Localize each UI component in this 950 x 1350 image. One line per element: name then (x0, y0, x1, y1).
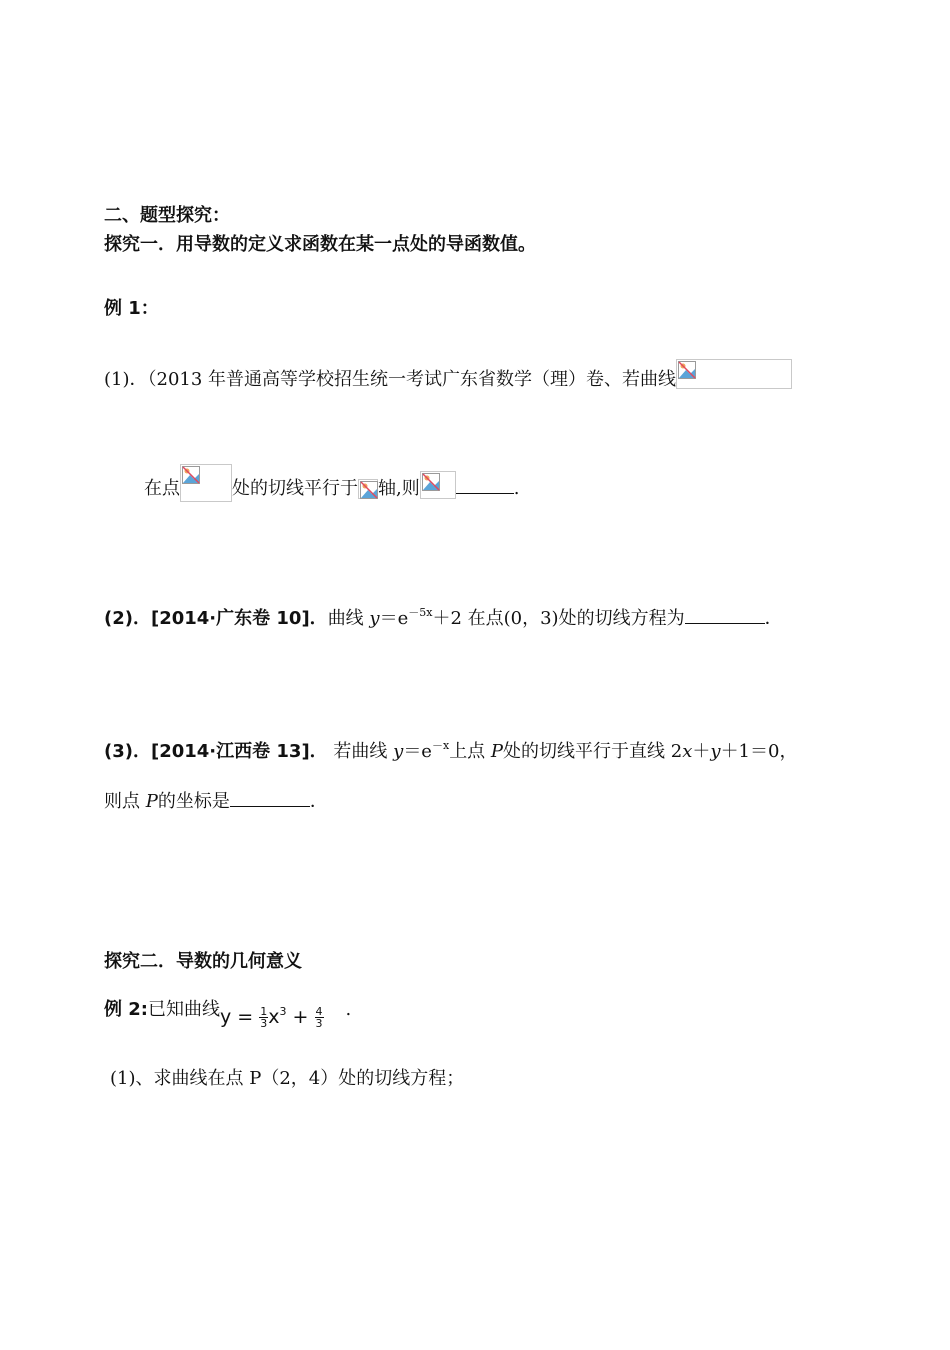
example2-line (104, 997, 352, 1030)
q2-end: ． (764, 608, 783, 629)
q3-exponent: －x (431, 739, 450, 752)
q3-line2 (104, 790, 328, 814)
q3-var-p: P (490, 741, 504, 762)
inquiry1-title: 探究一．用导数的定义求函数在某一点处的导函数值。 (104, 234, 536, 255)
q1-text-d: 轴,则 (378, 478, 420, 499)
q2-text-a: 曲线 (327, 608, 370, 629)
broken-image-icon (422, 473, 440, 491)
formula-x: x (268, 1006, 280, 1028)
fraction-four-thirds: $\frac{4}{3}$ (315, 1005, 323, 1030)
q2-eq-e: ＝e (379, 608, 409, 629)
q2-text-b: ＋2 在点(0，3)处的切线方程为 (432, 608, 685, 629)
q1-line2 (144, 470, 519, 508)
q3-text-c: 处的切线平行于直线 2 (503, 741, 683, 762)
curve-formula (220, 1006, 324, 1028)
q3-var-y2: y (710, 741, 721, 762)
q2-exponent: －5x (408, 606, 433, 619)
q3-label: (3)．[2014·江西卷 13]． (104, 741, 328, 762)
broken-image-icon (678, 361, 696, 379)
q3-var-y: y (393, 741, 404, 762)
q3-text-b: 上点 (449, 741, 491, 762)
q3-line2-p: P (145, 791, 158, 812)
section-heading: 二、题型探究： (104, 205, 230, 226)
example1-label: 例 1： (104, 298, 159, 319)
q3-var-x: x (682, 741, 693, 762)
q2-label: (2)．[2014·广东卷 10]． (104, 608, 328, 629)
formula-y: y = (220, 1006, 260, 1028)
answer-blank (456, 477, 514, 494)
q2-var-y: y (369, 608, 380, 629)
q3-text-a: 若曲线 (327, 741, 394, 762)
ex2-subquestion-1: (1)、求曲线在点 P（2，4）处的切线方程； (110, 1068, 465, 1089)
point-image-placeholder (180, 464, 232, 502)
q3-text-d: ＋ (692, 741, 711, 762)
answer-blank (685, 607, 765, 624)
ex2-text-a: 已知曲线 (148, 999, 220, 1020)
q3-text-e: ＋1＝0， (720, 741, 798, 762)
fraction-one-third: $\frac{1}{3}$ (260, 1005, 268, 1030)
q1-text-b: 在点 (144, 478, 180, 499)
q1-line1 (104, 365, 792, 395)
q3-line2-b: 的坐标是 (157, 791, 230, 812)
example2-label: 例 2: (104, 999, 148, 1020)
ex2-end: . (345, 999, 352, 1020)
q2-line (104, 607, 783, 631)
broken-image-icon (182, 466, 200, 484)
broken-image-icon (360, 481, 378, 499)
q3-end: ． (309, 791, 328, 812)
q3-line2-a: 则点 (104, 791, 146, 812)
q3-eq-e: ＝e (403, 741, 432, 762)
q3-line1 (104, 740, 797, 764)
formula-plus: + (286, 1006, 315, 1028)
inquiry2-title: 探究二．导数的几何意义 (104, 951, 302, 972)
formula-exponent: 3 (279, 1005, 287, 1018)
answer-var-image-placeholder (420, 471, 456, 499)
q1-text-c: 处的切线平行于 (232, 478, 358, 499)
q1-text-a: (1)．（2013 年普通高等学校招生统一考试广东省数学（理）卷、若曲线 (104, 369, 677, 390)
answer-blank (230, 790, 310, 807)
axis-image-placeholder (358, 479, 378, 499)
q1-end: . (513, 478, 520, 499)
formula-image-placeholder (676, 359, 792, 389)
